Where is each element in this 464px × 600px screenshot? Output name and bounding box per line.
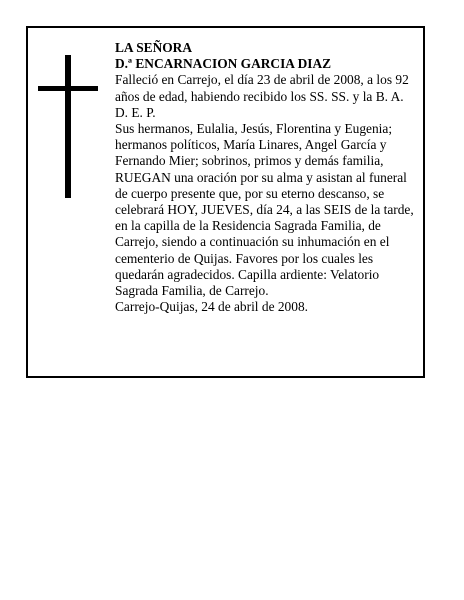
death-details: Falleció en Carrejo, el día 23 de abril de 2008, a los 92 años de edad, habiendo recibido los SS. SS. y la B. A. [115, 72, 409, 104]
deceased-name: D.ª ENCARNACION GARCIA DIAZ [115, 56, 332, 72]
notice-heading: LA SEÑORA [115, 40, 193, 55]
place-date: Carrejo-Quijas, 24 de abril de 2008. [115, 299, 308, 315]
funeral-details: RUEGAN una oración por su alma y asistan al funeral de cuerpo presente que, por su eterno descanso, se celebrará HOY, JUEVES, día 24, a las SEIS de la tarde, en la capilla de la Residencia Sagrada Familia, de Carrejo, siendo a continuación su inhumación en el cementerio de Quijas. Favores por los cuales les quedarán agradecidos. Capilla ardiente: Velatorio Sagrada Familia, de Carrejo. [115, 169, 414, 299]
cross-vertical-bar [65, 55, 71, 198]
family-list: Sus hermanos, Eulalia, Jesús, Florentina y Eugenia; hermanos políticos, María Linares, Angel García y Fernando Mier; sobrinos, primos y demás familia, [115, 121, 393, 169]
obituary-notice [26, 26, 425, 378]
cross-icon [38, 55, 98, 198]
cross-horizontal-bar [38, 86, 98, 91]
rip: D. E. P. [115, 104, 156, 120]
notice-text [115, 40, 421, 315]
